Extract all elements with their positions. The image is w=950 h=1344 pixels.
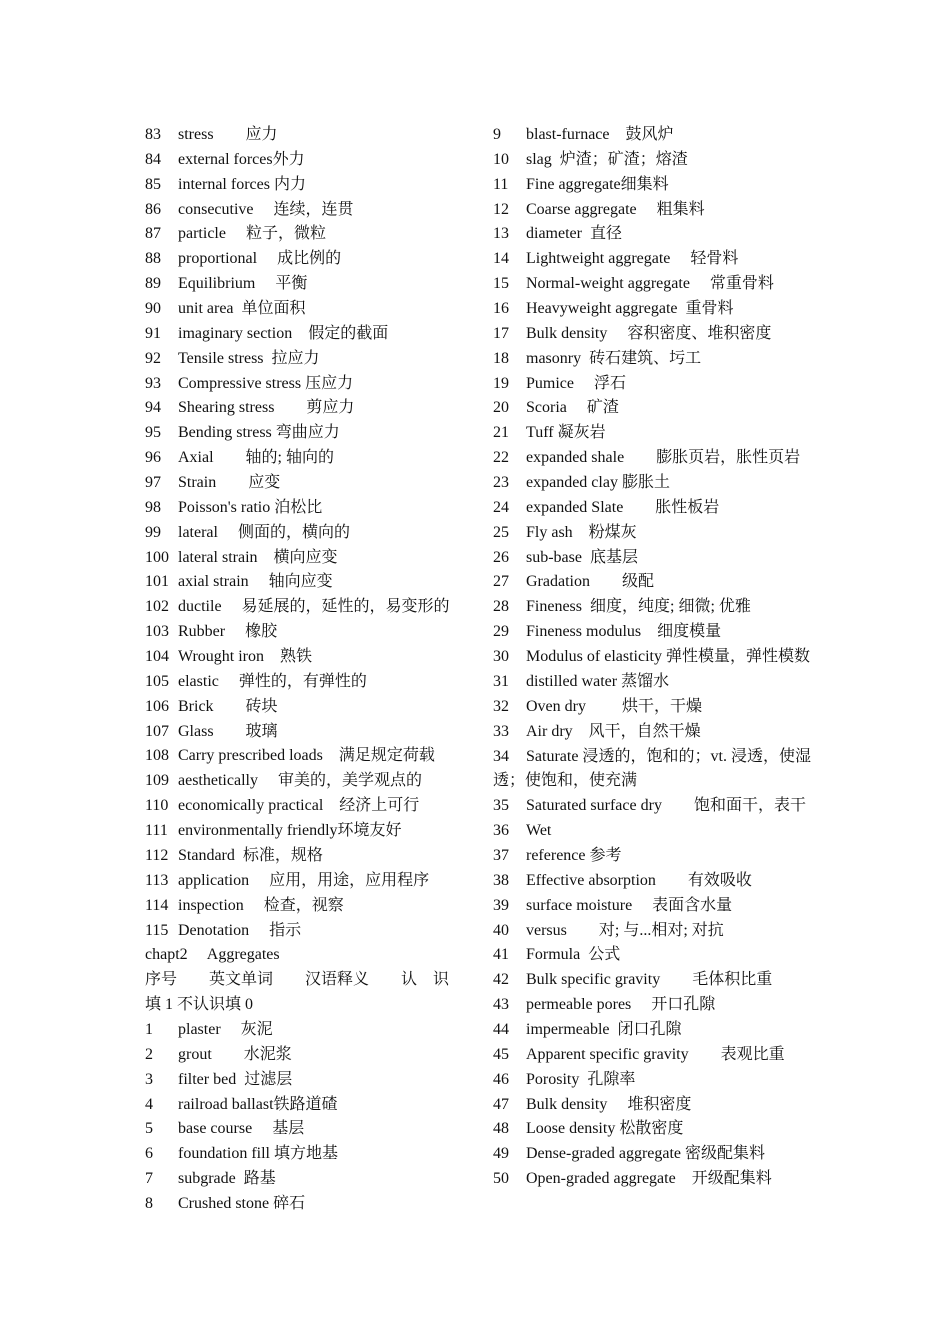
vocab-entry: [493, 620, 811, 645]
entry-text: ductile 易延展的，延性的，易变形的: [178, 598, 450, 616]
entry-text: lateral strain 横向应变: [178, 548, 338, 566]
entry-number: 103: [145, 623, 169, 641]
vocab-entry: [145, 546, 465, 571]
entry-text: Tuff 凝灰岩: [526, 424, 606, 442]
entry-number: 100: [145, 548, 169, 566]
entry-number: 8: [145, 1194, 153, 1212]
entry-number: 110: [145, 797, 169, 815]
vocab-entry: [493, 546, 811, 571]
vocab-entry: [493, 173, 811, 198]
entry-number: 98: [145, 498, 161, 516]
entry-number: 86: [145, 200, 161, 218]
entry-number: 97: [145, 474, 161, 492]
entry-number: 30: [493, 648, 509, 666]
entry-text: Oven dry 烘干，干燥: [526, 697, 702, 715]
entry-number: 6: [145, 1145, 153, 1163]
vocab-entry: [145, 123, 465, 148]
vocab-entry: [145, 1068, 465, 1093]
entry-text: sub-base 底基层: [526, 548, 638, 566]
entry-text: application 应用，用途，应用程序: [178, 871, 430, 889]
entry-text: Bending stress 弯曲应力: [178, 424, 340, 442]
vocab-entry: [493, 670, 811, 695]
entry-number: 11: [493, 175, 509, 193]
entry-number: 3: [145, 1070, 153, 1088]
vocab-entry: [493, 1117, 811, 1142]
entry-number: 39: [493, 896, 509, 914]
entry-number: 84: [145, 150, 161, 168]
entry-text: unit area 单位面积: [178, 300, 306, 318]
table-header-continued: 填 1 不认识填 0: [145, 996, 254, 1014]
entry-text: diameter 直径: [526, 225, 622, 243]
vocab-entry: [493, 1093, 811, 1118]
vocab-entry: [493, 968, 811, 993]
entry-text: Coarse aggregate 粗集料: [526, 200, 705, 218]
entry-text: Effective absorption 有效吸收: [526, 871, 752, 889]
entry-number: 32: [493, 697, 509, 715]
entry-text: Glass 玻璃: [178, 722, 278, 740]
entry-text: distilled water 蒸馏水: [526, 672, 670, 690]
entry-number: 47: [493, 1095, 509, 1113]
entry-text: Bulk density 容积密度、堆积密度: [526, 324, 772, 342]
vocab-entry: [145, 322, 465, 347]
vocab-entry: [145, 347, 465, 372]
entry-number: 27: [493, 573, 509, 591]
entry-number: 40: [493, 921, 509, 939]
entry-number: 21: [493, 424, 509, 442]
vocab-entry: [493, 993, 811, 1018]
entry-text: Fineness modulus 细度模量: [526, 623, 722, 641]
entry-text: Fly ash 粉煤灰: [526, 523, 637, 541]
entry-number: 43: [493, 996, 509, 1014]
entry-number: 89: [145, 275, 161, 293]
entry-text: Lightweight aggregate 轻骨料: [526, 250, 739, 268]
entry-number: 38: [493, 871, 509, 889]
vocab-entry: [145, 894, 465, 919]
entry-number: 101: [145, 573, 169, 591]
entry-text: Strain 应变: [178, 474, 281, 492]
entry-number: 7: [145, 1170, 153, 1188]
vocab-entry: [493, 471, 811, 496]
vocab-entry: [145, 148, 465, 173]
chapter-heading: chapt2 Aggregates: [145, 946, 280, 964]
entry-number: 23: [493, 474, 509, 492]
entry-number: 45: [493, 1045, 509, 1063]
vocab-entry: [145, 222, 465, 247]
entry-number: 18: [493, 349, 509, 367]
entry-number: 31: [493, 672, 509, 690]
entry-text: Gradation 级配: [526, 573, 654, 591]
entry-number: 46: [493, 1070, 509, 1088]
entry-text: Axial 轴的; 轴向的: [178, 449, 334, 467]
entry-number: 13: [493, 225, 509, 243]
entry-text: Poisson's ratio 泊松比: [178, 498, 323, 516]
entry-text: Tensile stress 拉应力: [178, 349, 320, 367]
vocab-entry: [145, 645, 465, 670]
entry-number: 33: [493, 722, 509, 740]
vocab-entry: [493, 297, 811, 322]
entry-text: Dense-graded aggregate 密级配集料: [526, 1145, 766, 1163]
entry-text: permeable pores 开口孔隙: [526, 996, 716, 1014]
entry-text: foundation fill 填方地基: [178, 1145, 338, 1163]
left-column: [145, 123, 465, 1217]
vocab-entry: [145, 1043, 465, 1068]
entry-number: 34: [493, 747, 509, 765]
vocab-entry: [493, 322, 811, 347]
entry-text: Air dry 风干，自然干燥: [526, 722, 701, 740]
vocab-entry: [493, 446, 811, 471]
vocab-entry: [493, 123, 811, 148]
entry-number: 49: [493, 1145, 509, 1163]
entry-text: Denotation 指示: [178, 921, 302, 939]
vocab-entry: [145, 272, 465, 297]
entry-number: 41: [493, 946, 509, 964]
vocab-entry: [493, 247, 811, 272]
vocab-entry: [145, 570, 465, 595]
vocab-entry: [493, 695, 811, 720]
entry-text: Compressive stress 压应力: [178, 374, 354, 392]
entry-number: 10: [493, 150, 509, 168]
vocab-entry: [145, 198, 465, 223]
entry-text: Loose density 松散密度: [526, 1120, 684, 1138]
entry-number: 20: [493, 399, 509, 417]
entry-number: 114: [145, 896, 169, 914]
vocab-entry: [145, 1093, 465, 1118]
vocab-entry: [145, 1167, 465, 1192]
entry-number: 42: [493, 971, 509, 989]
vocab-entry: [493, 396, 811, 421]
entry-text: lateral 侧面的，横向的: [178, 523, 350, 541]
entry-number: 19: [493, 374, 509, 392]
entry-number: 112: [145, 846, 169, 864]
vocab-entry: [493, 745, 811, 795]
entry-number: 1: [145, 1020, 153, 1038]
entry-text: Bulk density 堆积密度: [526, 1095, 692, 1113]
vocab-entry: [493, 819, 811, 844]
entry-number: 9: [493, 126, 501, 143]
entry-number: 17: [493, 324, 509, 342]
entry-text: plaster 灰泥: [178, 1020, 273, 1038]
vocab-entry: [145, 297, 465, 322]
vocab-entry: [145, 446, 465, 471]
vocab-entry: [493, 521, 811, 546]
entry-number: 108: [145, 747, 169, 765]
entry-text: Porosity 孔隙率: [526, 1070, 636, 1088]
entry-text: Formula 公式: [526, 946, 621, 964]
entry-text: subgrade 路基: [178, 1170, 276, 1188]
entry-number: 29: [493, 623, 509, 641]
entry-number: 115: [145, 921, 169, 939]
entry-number: 104: [145, 648, 169, 666]
entry-number: 87: [145, 225, 161, 243]
vocab-entry: [493, 222, 811, 247]
entry-text: Normal-weight aggregate 常重骨料: [526, 275, 774, 293]
entry-text: Carry prescribed loads 满足规定荷载: [178, 747, 435, 765]
vocab-entry: [493, 570, 811, 595]
vocab-entry: [145, 620, 465, 645]
entry-text: Saturated surface dry 饱和面干，表干: [526, 797, 806, 815]
entry-text: imaginary section 假定的截面: [178, 324, 389, 342]
vocab-entry: [493, 943, 811, 968]
vocab-entry: [145, 794, 465, 819]
entry-number: 93: [145, 374, 161, 392]
entry-number: 106: [145, 697, 169, 715]
entry-text: Wrought iron 熟铁: [178, 648, 313, 666]
entry-text: expanded clay 膨胀土: [526, 474, 670, 492]
entry-number: 102: [145, 598, 169, 616]
entry-text: elastic 弹性的，有弹性的: [178, 672, 367, 690]
entry-text: Open-graded aggregate 开级配集料: [526, 1170, 772, 1188]
entry-number: 44: [493, 1020, 509, 1038]
entry-text: Saturate 浸透的，饱和的；vt. 浸透，使湿透；使饱和，使充满: [493, 747, 811, 790]
vocab-entry: [493, 1142, 811, 1167]
vocab-entry: [493, 1018, 811, 1043]
vocab-entry: [145, 819, 465, 844]
right-column: [493, 123, 811, 1192]
entry-number: 37: [493, 846, 509, 864]
entry-text: Crushed stone 碎石: [178, 1194, 306, 1212]
vocab-entry: [493, 894, 811, 919]
entry-number: 5: [145, 1120, 153, 1138]
vocab-entry: [493, 496, 811, 521]
entry-text: reference 参考: [526, 846, 622, 864]
vocab-entry: [493, 844, 811, 869]
table-header: 序号 英文单词 汉语释义 认 识: [145, 971, 450, 989]
vocab-entry: [145, 521, 465, 546]
vocab-entry: [493, 1167, 811, 1192]
vocab-entry: [145, 919, 465, 944]
entry-number: 2: [145, 1045, 153, 1063]
entry-text: aesthetically 审美的，美学观点的: [178, 772, 422, 790]
entry-number: 107: [145, 722, 169, 740]
entry-text: external forces外力: [178, 150, 305, 168]
vocab-entry: [145, 421, 465, 446]
vocab-entry: [145, 769, 465, 794]
entry-text: grout 水泥浆: [178, 1045, 292, 1063]
entry-number: 15: [493, 275, 509, 293]
entry-text: base course 基层: [178, 1120, 305, 1138]
entry-number: 35: [493, 797, 509, 815]
vocab-entry: [145, 744, 465, 769]
entry-text: Heavyweight aggregate 重骨料: [526, 300, 734, 318]
entry-number: 4: [145, 1095, 153, 1113]
entry-text: inspection 检查，视察: [178, 896, 344, 914]
vocab-entry: [493, 148, 811, 173]
vocab-entry: [145, 471, 465, 496]
entry-number: 12: [493, 200, 509, 218]
entry-text: Fineness 细度，纯度; 细微; 优雅: [526, 598, 751, 616]
entry-text: Apparent specific gravity 表观比重: [526, 1045, 785, 1063]
entry-text: Brick 砖块: [178, 697, 278, 715]
entry-text: consecutive 连续，连贯: [178, 200, 354, 218]
vocab-entry: [145, 595, 465, 620]
entry-number: 48: [493, 1120, 509, 1138]
entry-number: 22: [493, 449, 509, 467]
entry-text: Rubber 橡胶: [178, 623, 278, 641]
entry-number: 109: [145, 772, 169, 790]
entry-number: 96: [145, 449, 161, 467]
entry-text: railroad ballast铁路道碴: [178, 1095, 338, 1113]
vocab-entry: [493, 1043, 811, 1068]
entry-number: 16: [493, 300, 509, 318]
entry-number: 90: [145, 300, 161, 318]
vocab-entry: [145, 1018, 465, 1043]
entry-number: 105: [145, 672, 169, 690]
entry-text: Bulk specific gravity 毛体积比重: [526, 971, 773, 989]
vocab-entry: [145, 1117, 465, 1142]
entry-text: stress 应力: [178, 126, 278, 143]
vocab-entry: [493, 1068, 811, 1093]
entry-text: masonry 砖石建筑、圬工: [526, 349, 702, 367]
entry-number: 25: [493, 523, 509, 541]
entry-text: Fine aggregate细集料: [526, 175, 669, 193]
vocab-entry: [493, 272, 811, 297]
vocab-entry: [493, 645, 811, 670]
vocab-entry: [145, 1192, 465, 1217]
vocab-entry: [145, 173, 465, 198]
vocab-entry: [493, 421, 811, 446]
vocab-entry: [145, 396, 465, 421]
vocab-entry: [493, 372, 811, 397]
entry-text: Standard 标准，规格: [178, 846, 323, 864]
entry-text: expanded Slate 胀性板岩: [526, 498, 720, 516]
vocab-entry: [493, 720, 811, 745]
entry-text: Shearing stress 剪应力: [178, 399, 355, 417]
entry-text: Modulus of elasticity 弹性模量，弹性模数: [526, 648, 810, 666]
entry-number: 88: [145, 250, 161, 268]
entry-number: 92: [145, 349, 161, 367]
entry-text: axial strain 轴向应变: [178, 573, 333, 591]
vocab-entry: [145, 496, 465, 521]
entry-number: 94: [145, 399, 161, 417]
entry-text: versus 对; 与...相对; 对抗: [526, 921, 724, 939]
entry-text: Equilibrium 平衡: [178, 275, 308, 293]
entry-number: 50: [493, 1170, 509, 1188]
entry-number: 26: [493, 548, 509, 566]
vocab-entry: [493, 595, 811, 620]
entry-number: 99: [145, 523, 161, 541]
entry-number: 85: [145, 175, 161, 193]
entry-number: 111: [145, 822, 168, 840]
entry-text: Pumice 浮石: [526, 374, 626, 392]
vocab-entry: [145, 695, 465, 720]
vocab-entry: [493, 347, 811, 372]
entry-text: economically practical 经济上可行: [178, 797, 420, 815]
entry-number: 91: [145, 324, 161, 342]
vocab-entry: [145, 670, 465, 695]
vocab-entry: [145, 372, 465, 397]
vocab-entry: [493, 869, 811, 894]
entry-text: filter bed 过滤层: [178, 1070, 293, 1088]
vocab-entry: [145, 869, 465, 894]
vocab-entry: [145, 1142, 465, 1167]
entry-number: 36: [493, 822, 509, 840]
vocab-entry: [493, 198, 811, 223]
entry-text: proportional 成比例的: [178, 250, 342, 268]
entry-number: 14: [493, 250, 509, 268]
entry-number: 28: [493, 598, 509, 616]
entry-text: Scoria 矿渣: [526, 399, 619, 417]
entry-number: 113: [145, 871, 169, 889]
vocab-entry: [145, 844, 465, 869]
vocab-entry: [493, 919, 811, 944]
entry-text: impermeable 闭口孔隙: [526, 1020, 682, 1038]
entry-text: Wet: [526, 822, 552, 840]
entry-text: internal forces 内力: [178, 175, 306, 193]
entry-text: expanded shale 膨胀页岩，胀性页岩: [526, 449, 801, 467]
entry-text: environmentally friendly环境友好: [178, 822, 402, 840]
entry-number: 24: [493, 498, 509, 516]
entry-number: 95: [145, 424, 161, 442]
entry-text: surface moisture 表面含水量: [526, 896, 733, 914]
vocab-entry: [145, 720, 465, 745]
entry-text: slag 炉渣；矿渣；熔渣: [526, 150, 688, 168]
entry-number: 83: [145, 126, 161, 143]
vocab-entry: [145, 247, 465, 272]
entry-text: particle 粒子，微粒: [178, 225, 326, 243]
vocab-entry: [493, 794, 811, 819]
entry-text: blast-furnace 鼓风炉: [526, 126, 674, 143]
